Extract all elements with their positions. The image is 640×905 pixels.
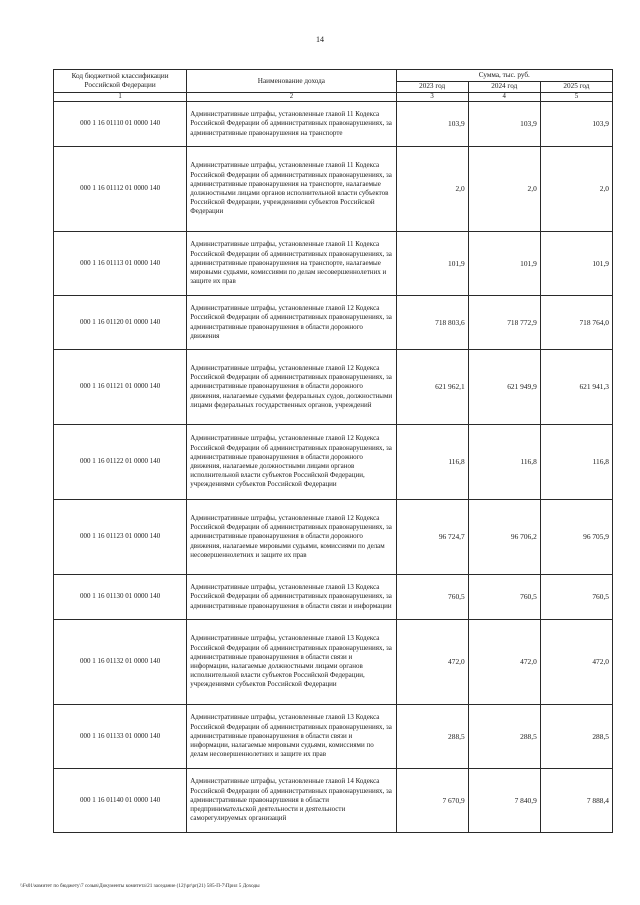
budget-code-cell: 000 1 16 01110 01 0000 140 — [54, 102, 187, 147]
budget-code-cell: 000 1 16 01133 01 0000 140 — [54, 705, 187, 769]
amount-2023-cell: 2,0 — [396, 147, 468, 232]
revenue-name-cell: Административные штрафы, установленные главой 12 Кодекса Российской Федерации об административных правонарушениях, за административные правонарушения в области дорожного движения, налагаемые мировыми судьями, комиссиями по делам несовершеннолетних и защите их прав — [187, 500, 396, 575]
amount-2024-cell: 7 840,9 — [468, 769, 540, 833]
header-code: Код бюджетной классификации Российской Федерации — [54, 70, 187, 93]
page-number: 14 — [316, 35, 324, 44]
budget-code-cell: 000 1 16 01132 01 0000 140 — [54, 620, 187, 705]
column-number: 1 — [54, 93, 187, 102]
budget-code-cell: 000 1 16 01123 01 0000 140 — [54, 500, 187, 575]
amount-2025-cell: 621 941,3 — [540, 350, 612, 425]
amount-2024-cell: 96 706,2 — [468, 500, 540, 575]
header-sum: Сумма, тыс. руб. — [396, 70, 612, 82]
amount-2023-cell: 116,8 — [396, 425, 468, 500]
revenue-name-cell: Административные штрафы, установленные главой 13 Кодекса Российской Федерации об административных правонарушениях, за административные правонарушения в области связи и информации, налагаемые должностными лицами органов исполнительной власти субъектов Российской Федерации, учреждениями субъектов Российской Федерации — [187, 620, 396, 705]
header-year-2023: 2023 год — [396, 82, 468, 93]
revenue-name-cell: Административные штрафы, установленные главой 11 Кодекса Российской Федерации об административных правонарушениях, за административные правонарушения на транспорте — [187, 102, 396, 147]
table-row — [54, 425, 613, 500]
header-name: Наименование дохода — [187, 70, 396, 93]
table-body — [54, 102, 613, 833]
table-header-row — [54, 70, 613, 82]
table-row — [54, 350, 613, 425]
table-row — [54, 705, 613, 769]
column-number: 3 — [396, 93, 468, 102]
table-row — [54, 232, 613, 296]
amount-2023-cell: 7 670,9 — [396, 769, 468, 833]
amount-2023-cell: 96 724,7 — [396, 500, 468, 575]
amount-2025-cell: 96 705,9 — [540, 500, 612, 575]
budget-code-cell: 000 1 16 01121 01 0000 140 — [54, 350, 187, 425]
revenue-name-cell: Административные штрафы, установленные главой 11 Кодекса Российской Федерации об административных правонарушениях, за административные правонарушения на транспорте, налагаемые должностными лицами органов исполнительной власти субъектов Российской Федерации, учреждениями субъектов Российской Федерации — [187, 147, 396, 232]
amount-2024-cell: 760,5 — [468, 575, 540, 620]
column-number: 2 — [187, 93, 396, 102]
revenue-name-cell: Административные штрафы, установленные главой 13 Кодекса Российской Федерации об административных правонарушениях, за административные правонарушения в области связи и информации, налагаемые мировыми судьями, комиссиями по делам несовершеннолетних и защите их прав — [187, 705, 396, 769]
amount-2025-cell: 2,0 — [540, 147, 612, 232]
amount-2024-cell: 101,9 — [468, 232, 540, 296]
amount-2024-cell: 103,9 — [468, 102, 540, 147]
amount-2023-cell: 760,5 — [396, 575, 468, 620]
amount-2024-cell: 718 772,9 — [468, 296, 540, 350]
budget-code-cell: 000 1 16 01112 01 0000 140 — [54, 147, 187, 232]
budget-code-cell: 000 1 16 01122 01 0000 140 — [54, 425, 187, 500]
budget-code-cell: 000 1 16 01120 01 0000 140 — [54, 296, 187, 350]
amount-2025-cell: 288,5 — [540, 705, 612, 769]
revenue-name-cell: Административные штрафы, установленные главой 11 Кодекса Российской Федерации об административных правонарушениях, за административные правонарушения на транспорте, налагаемые мировыми судьями, комиссиями по делам несовершеннолетних и защите их прав — [187, 232, 396, 296]
amount-2023-cell: 288,5 — [396, 705, 468, 769]
table-row — [54, 147, 613, 232]
table-row — [54, 296, 613, 350]
amount-2024-cell: 2,0 — [468, 147, 540, 232]
revenue-name-cell: Административные штрафы, установленные главой 13 Кодекса Российской Федерации об административных правонарушениях, за административные правонарушения в области связи и информации — [187, 575, 396, 620]
amount-2025-cell: 472,0 — [540, 620, 612, 705]
column-number: 5 — [540, 93, 612, 102]
amount-2025-cell: 116,8 — [540, 425, 612, 500]
table-row — [54, 620, 613, 705]
table-row — [54, 769, 613, 833]
amount-2024-cell: 621 949,9 — [468, 350, 540, 425]
header-year-2025: 2025 год — [540, 82, 612, 93]
amount-2024-cell: 472,0 — [468, 620, 540, 705]
budget-code-cell: 000 1 16 01130 01 0000 140 — [54, 575, 187, 620]
amount-2024-cell: 288,5 — [468, 705, 540, 769]
table-row — [54, 102, 613, 147]
header-year-2024: 2024 год — [468, 82, 540, 93]
amount-2023-cell: 101,9 — [396, 232, 468, 296]
table-row — [54, 500, 613, 575]
amount-2025-cell: 7 888,4 — [540, 769, 612, 833]
revenue-table — [53, 69, 613, 833]
amount-2023-cell: 718 803,6 — [396, 296, 468, 350]
revenue-name-cell: Административные штрафы, установленные главой 12 Кодекса Российской Федерации об административных правонарушениях, за административные правонарушения в области дорожного движения — [187, 296, 396, 350]
revenue-name-cell: Административные штрафы, установленные главой 14 Кодекса Российской Федерации об административных правонарушениях, за административные правонарушения в области предпринимательской деятельности и деятельности саморегулируемых организаций — [187, 769, 396, 833]
footer-file-path: \\Fs01\комитет по бюджету\7 созыв\Документы комитета\21 заседание (12)\pr\pr(21) 585-П-7\Прил 5 Доходы — [20, 883, 260, 889]
amount-2025-cell: 101,9 — [540, 232, 612, 296]
amount-2023-cell: 621 962,1 — [396, 350, 468, 425]
revenue-name-cell: Административные штрафы, установленные главой 12 Кодекса Российской Федерации об административных правонарушениях, за административные правонарушения в области дорожного движения, налагаемые должностными лицами органов исполнительной власти субъектов Российской Федерации, учреждениями субъектов Российской Федерации — [187, 425, 396, 500]
column-number: 4 — [468, 93, 540, 102]
amount-2023-cell: 472,0 — [396, 620, 468, 705]
amount-2025-cell: 718 764,0 — [540, 296, 612, 350]
amount-2023-cell: 103,9 — [396, 102, 468, 147]
column-number-row — [54, 93, 613, 102]
budget-code-cell: 000 1 16 01113 01 0000 140 — [54, 232, 187, 296]
table-row — [54, 575, 613, 620]
amount-2025-cell: 760,5 — [540, 575, 612, 620]
amount-2025-cell: 103,9 — [540, 102, 612, 147]
revenue-name-cell: Административные штрафы, установленные главой 12 Кодекса Российской Федерации об административных правонарушениях, за административные правонарушения в области дорожного движения, налагаемые судьями федеральных судов, должностными лицами федеральных государственных органов, учреждений — [187, 350, 396, 425]
budget-code-cell: 000 1 16 01140 01 0000 140 — [54, 769, 187, 833]
amount-2024-cell: 116,8 — [468, 425, 540, 500]
